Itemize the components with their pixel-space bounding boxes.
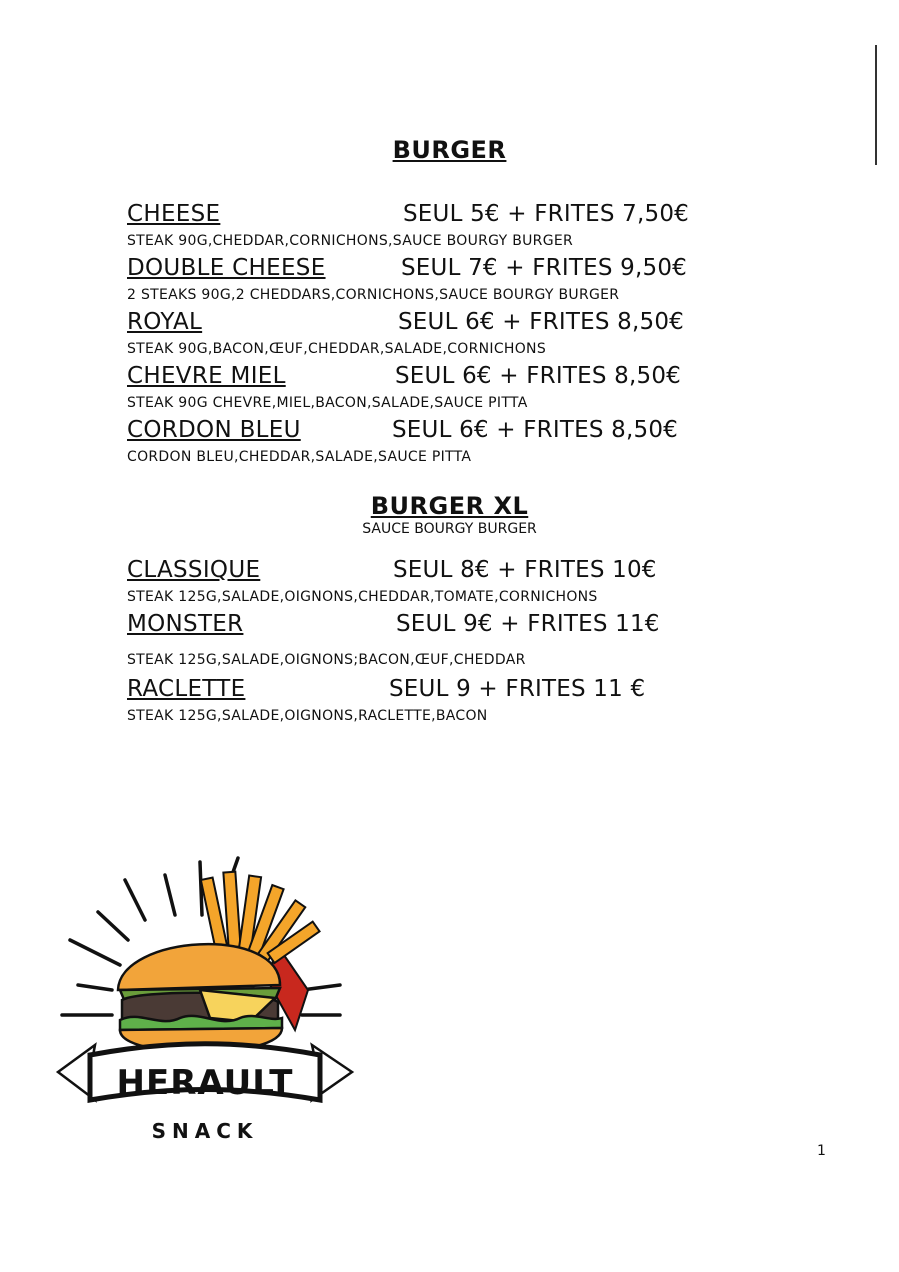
item-description: 2 STEAKS 90G,2 CHEDDARS,CORNICHONS,SAUCE BOURGY BURGER <box>127 287 620 303</box>
section-subtitle: SAUCE BOURGY BURGER <box>362 521 537 537</box>
item-name: RACLETTE <box>127 676 246 702</box>
item-price: SEUL 6€ + FRITES 8,50€ <box>395 363 681 389</box>
item-price: SEUL 6€ + FRITES 8,50€ <box>392 417 678 443</box>
section-title-burger: BURGER <box>392 136 507 164</box>
item-name: CLASSIQUE <box>127 557 261 583</box>
page-number: 1 <box>817 1143 826 1159</box>
item-description: STEAK 90G,BACON,ŒUF,CHEDDAR,SALADE,CORNICHONS <box>127 341 547 357</box>
item-price: SEUL 6€ + FRITES 8,50€ <box>398 309 684 335</box>
logo-tagline: SNACK <box>151 1119 259 1143</box>
item-name: MONSTER <box>127 611 244 637</box>
item-description: STEAK 125G,SALADE,OIGNONS,RACLETTE,BACON <box>127 708 488 724</box>
item-name: CHEVRE MIEL <box>127 363 286 389</box>
herault-snack-logo <box>50 850 360 1150</box>
item-description: STEAK 90G CHEVRE,MIEL,BACON,SALADE,SAUCE PITTA <box>127 395 528 411</box>
item-name: DOUBLE CHEESE <box>127 255 326 281</box>
item-name: CHEESE <box>127 201 221 227</box>
item-price: SEUL 9€ + FRITES 11€ <box>396 611 660 637</box>
item-description: STEAK 90G,CHEDDAR,CORNICHONS,SAUCE BOURGY BURGER <box>127 233 574 249</box>
item-description: CORDON BLEU,CHEDDAR,SALADE,SAUCE PITTA <box>127 449 472 465</box>
item-description: STEAK 125G,SALADE,OIGNONS;BACON,ŒUF,CHEDDAR <box>127 652 526 668</box>
section-title-burger-xl: BURGER XL <box>370 492 529 520</box>
item-name: CORDON BLEU <box>127 417 301 443</box>
item-price: SEUL 8€ + FRITES 10€ <box>393 557 657 583</box>
logo-name: HERAULT <box>116 1063 294 1103</box>
burger-illustration <box>118 944 282 1052</box>
item-price: SEUL 9 + FRITES 11 € <box>389 676 646 702</box>
item-name: ROYAL <box>127 309 203 335</box>
item-price: SEUL 5€ + FRITES 7,50€ <box>403 201 689 227</box>
item-description: STEAK 125G,SALADE,OIGNONS,CHEDDAR,TOMATE,CORNICHONS <box>127 589 598 605</box>
item-price: SEUL 7€ + FRITES 9,50€ <box>401 255 687 281</box>
